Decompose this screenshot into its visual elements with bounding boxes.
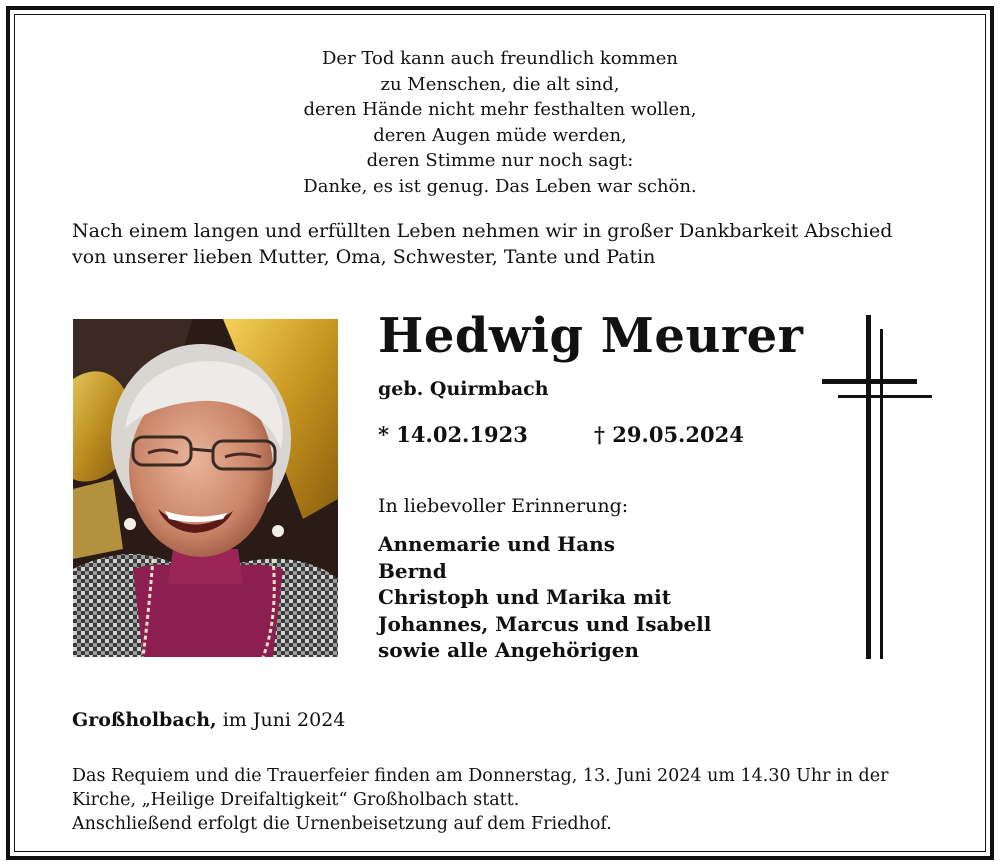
birth-date: * 14.02.1923	[378, 422, 528, 447]
maiden-name: geb. Quirmbach	[378, 378, 549, 400]
poem-line: zu Menschen, die alt sind,	[380, 73, 620, 95]
portrait-illustration	[73, 319, 338, 657]
mourners-list	[378, 531, 711, 664]
place-date-text: im Juni 2024	[216, 709, 346, 731]
cross-icon	[820, 315, 934, 665]
service-line: Kirche, „Heilige Dreifaltigkeit“ Großholbach statt.	[72, 790, 520, 810]
mourner-line: sowie alle Angehörigen	[378, 638, 639, 662]
mourner-line: Christoph und Marika mit	[378, 585, 671, 609]
service-line: Das Requiem und die Trauerfeier finden am Donnerstag, 13. Juni 2024 um 14.30 Uhr in der	[72, 766, 889, 786]
mourner-line: Johannes, Marcus und Isabell	[378, 611, 712, 636]
poem-line: deren Stimme nur noch sagt:	[366, 150, 634, 171]
intro-text	[72, 218, 942, 270]
service-info	[72, 764, 942, 836]
poem	[0, 46, 1000, 199]
place-date	[72, 709, 345, 731]
poem-line: Danke, es ist genug. Das Leben war schön.	[303, 175, 697, 197]
portrait-photo	[73, 319, 338, 657]
service-line: Anschließend erfolgt die Urnenbeisetzung auf dem Friedhof.	[72, 814, 612, 834]
deceased-name: Hedwig Meurer	[378, 308, 804, 364]
intro-line: von unserer lieben Mutter, Oma, Schwester, Tante und Patin	[72, 246, 656, 268]
death-date: † 29.05.2024	[594, 422, 744, 447]
poem-line: Der Tod kann auch freundlich kommen	[321, 48, 679, 69]
mourner-line: Bernd	[378, 558, 447, 583]
poem-line: deren Augen müde werden,	[373, 124, 627, 146]
place-name: Großholbach,	[72, 709, 217, 731]
memory-label: In liebevoller Erinnerung:	[378, 495, 629, 517]
intro-line: Nach einem langen und erfüllten Leben nehmen wir in großer Dankbarkeit Abschied	[72, 220, 893, 242]
mourner-line: Annemarie und Hans	[378, 532, 615, 556]
poem-line: deren Hände nicht mehr festhalten wollen,	[303, 99, 697, 120]
